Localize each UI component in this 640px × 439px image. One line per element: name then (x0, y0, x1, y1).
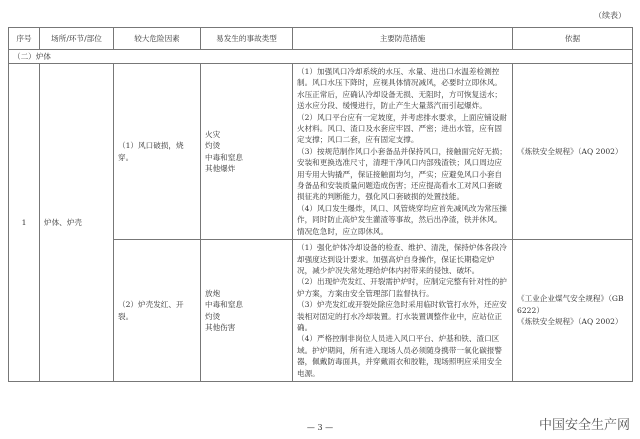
hazard-table (8, 27, 633, 382)
basis-item: 《炼铁安全规程》（AQ 2002） (517, 146, 623, 156)
accident-cell (201, 240, 293, 382)
measures-cell (293, 240, 513, 382)
measure-item: （2）风口平台应有一定坡度，并考虑排水要求，上面应铺设耐火材料。风口、渣口及水套应牢固、严密；进出水管，应有固定支撑；风口二套，应有固定支撑。 (297, 112, 507, 145)
accident-type: 其他爆炸 (205, 163, 236, 173)
measure-item: （3）炉壳发红或开裂处除应急时采用临时软管打水外，还应安装相对固定的打水冷却装置。打水装置调整作业中，应站位正确。 (297, 300, 507, 332)
header-accident: 易发生的事故类型 (201, 28, 293, 50)
hazard-cell: （1）风口破损，烧穿。 (114, 64, 201, 240)
header-basis: 依据 (513, 28, 633, 50)
hazard-cell: （2）炉壳发红、开裂。 (114, 240, 201, 382)
basis-item: 《工业企业煤气安全规程》（GB 6222） (517, 294, 624, 315)
measures-cell (293, 64, 513, 240)
table-row (9, 64, 633, 240)
watermark-logo: 中国安全生产网 (538, 418, 630, 433)
accident-type: 其他伤害 (205, 322, 236, 332)
header-measures: 主要防范措施 (293, 28, 513, 50)
header-no: 序号 (9, 28, 40, 50)
accident-type: 中毒和窒息 (205, 300, 243, 310)
row-number: 1 (9, 64, 40, 382)
accident-cell (201, 64, 293, 240)
accident-type: 放炮 (205, 288, 221, 298)
continued-label: （续表） (594, 11, 626, 20)
accident-type: 火灾 (205, 129, 221, 139)
header-row (9, 28, 633, 50)
measure-item: （4）严格控制非岗位人员进入风口平台、炉基和铁、渣口区域。护炉期间，所有进入现场人员必须随身携带一氧化碳报警器，佩戴防毒面具，并穿戴雨衣和胶鞋，现场照明应采用安全电源。 (297, 334, 503, 378)
page-number: — 3 — (306, 423, 334, 432)
row-place: 炉体、炉壳 (40, 64, 114, 382)
basis-cell (513, 64, 633, 240)
measure-item: （1）加强风口冷却系统的水压、水量、进出口水温差检测控制。风口水压下降时，应视具体情况减风，必要时立即休风。水压正常后，应确认冷却设备无损、无阻时，方可恢复送水；送水应分段、缓慢进行，防止产生大量蒸汽而引起爆炸。 (297, 67, 503, 111)
measure-item: （4）风口发生爆炸，风口、风管烧穿均应首先减风改为常压操作，同时防止高炉发生灌渣等事故，然后出净渣，铁并休风。情况危急时，应立即休风。 (297, 203, 507, 236)
accident-type: 灼烫 (205, 311, 221, 321)
header-place: 场所/环节/部位 (40, 28, 114, 50)
accident-type: 灼烫 (205, 141, 221, 151)
measure-item: （3）按规范制作风口小套备品并保持风口，接触面完好无损；安装和更换选准尺寸，清理干净风口内部残渣铁；风口周边应用专用大钩撬严，保证接触面均匀，严实；应避免风口小套自身备品和安装质量问题造成伤害；还应提高看水工对风口套破损征兆的判断能力，强化风口套破损的处置技能。 (297, 146, 507, 202)
measure-item: （2）出现炉壳发红、开裂需护炉时，应制定完整有针对性的护炉方案，方案由安全管理部门监督执行。 (297, 277, 507, 298)
header-hazard: 较大危险因素 (114, 28, 201, 50)
section-row (9, 50, 633, 64)
basis-item: 《炼铁安全规程》（AQ 2002） (517, 317, 623, 327)
basis-cell (513, 240, 633, 382)
section-title: （二）炉体 (9, 50, 633, 64)
measure-item: （1）强化炉体冷却设备的检查、维护、清洗，保持炉体各段冷却强度达到设计要求。加强高炉自身操作，保证长期稳定炉况，减少炉况失常处理给炉体内衬带来的侵蚀、破坏。 (297, 243, 507, 275)
accident-type: 中毒和窒息 (205, 152, 243, 162)
